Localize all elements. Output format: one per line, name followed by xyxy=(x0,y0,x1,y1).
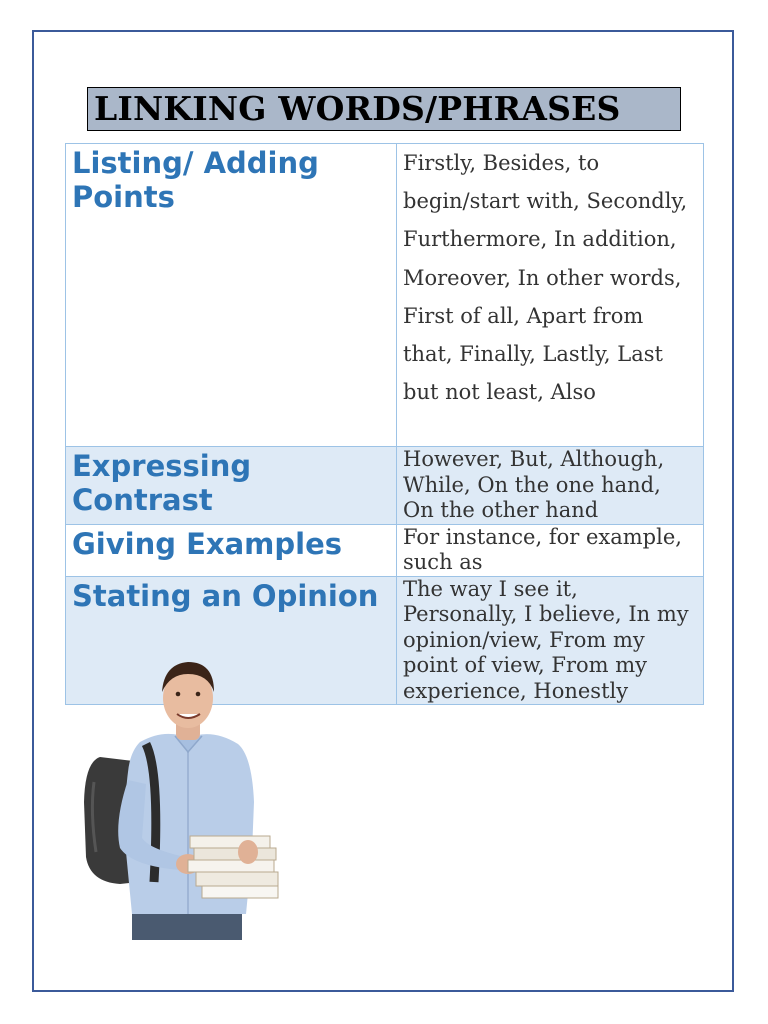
category-cell: Giving Examples xyxy=(66,524,397,576)
linking-words-table xyxy=(65,143,704,705)
page-title: LINKING WORDS/PHRASES xyxy=(87,87,681,131)
phrases-cell: For instance, for example, such as xyxy=(397,524,704,576)
table-row xyxy=(66,144,704,447)
phrases-cell: However, But, Although, While, On the one hand, On the other hand xyxy=(397,447,704,525)
category-cell: Stating an Opinion xyxy=(66,576,397,705)
table-row xyxy=(66,447,704,525)
category-cell: Expressing Contrast xyxy=(66,447,397,525)
table-row xyxy=(66,524,704,576)
phrases-cell: The way I see it, Personally, I believe, In my opinion/view, From my point of view, From my experience, Honestly xyxy=(397,576,704,705)
phrases-cell: Firstly, Besides, to begin/start with, Secondly, Furthermore, In addition, Moreover, In other words, First of all, Apart from that, Finally, Lastly, Last but not least, Also xyxy=(397,144,704,447)
category-cell: Listing/ Adding Points xyxy=(66,144,397,447)
student-with-books-icon xyxy=(80,652,280,940)
